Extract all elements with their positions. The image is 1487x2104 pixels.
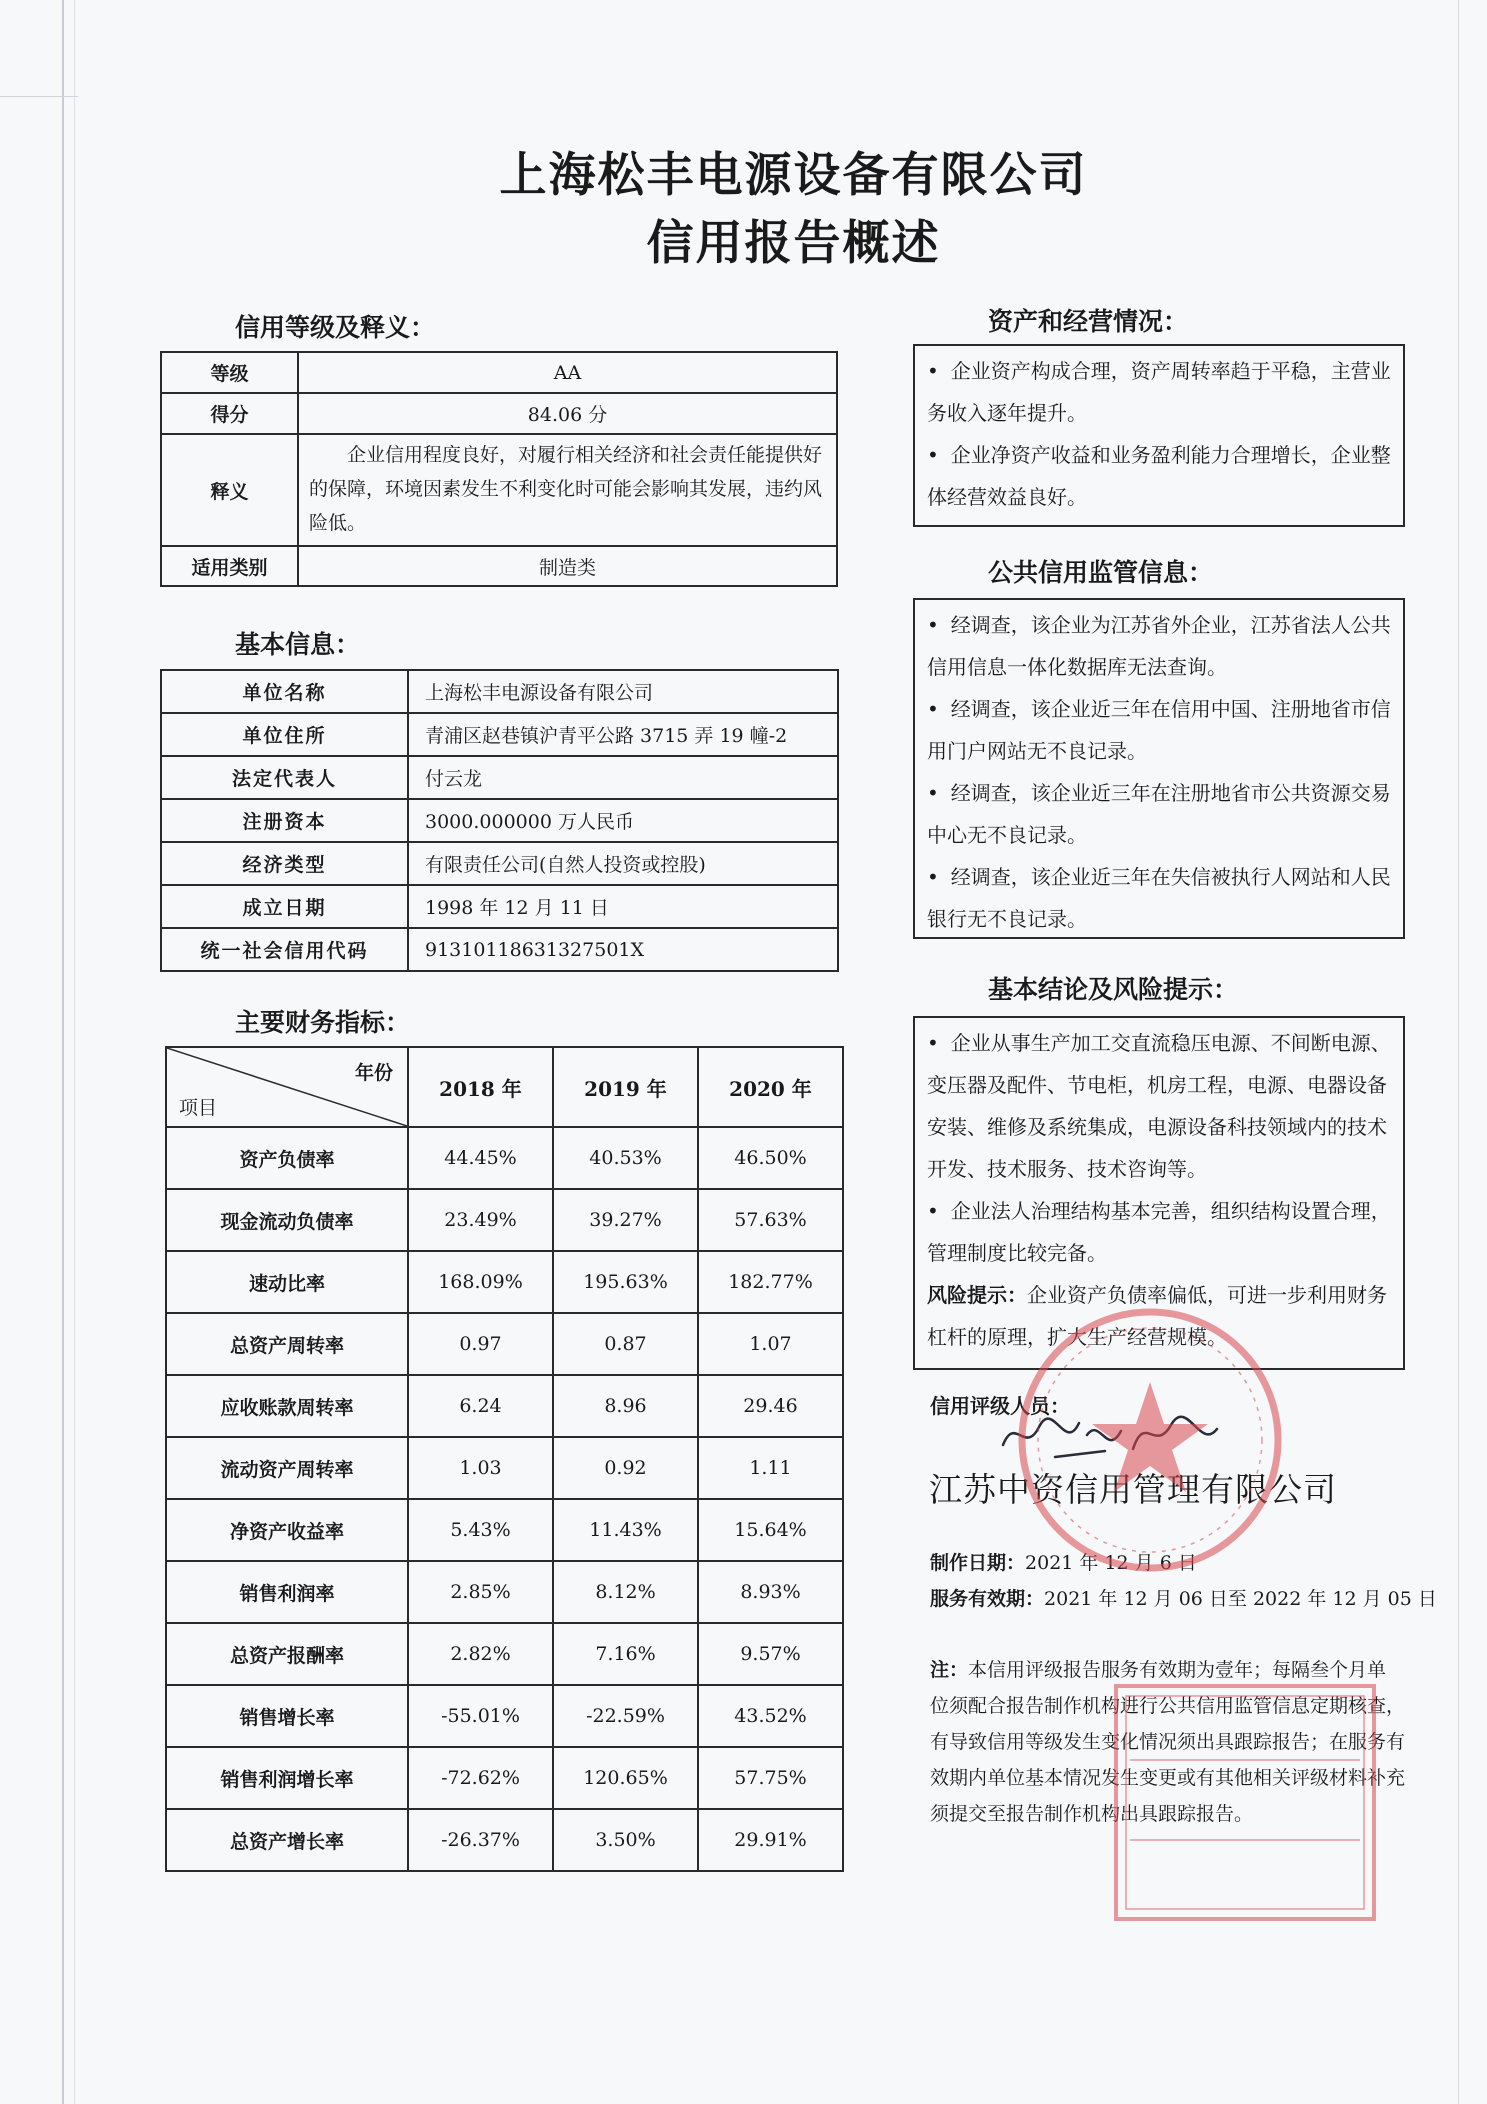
financial-value-2020: 15.64% bbox=[698, 1499, 843, 1561]
financial-value-2020: 8.93% bbox=[698, 1561, 843, 1623]
valid-period-label: 服务有效期： bbox=[930, 1588, 1045, 1610]
financial-value-2019: 7.16% bbox=[553, 1623, 698, 1685]
conclusion-bullet: • 企业法人治理结构基本完善，组织结构设置合理，管理制度比较完备。 bbox=[927, 1190, 1391, 1274]
financial-value-2019: 0.92 bbox=[553, 1437, 698, 1499]
risk-label: 风险提示： bbox=[927, 1283, 1027, 1307]
financial-value-2018: -26.37% bbox=[408, 1809, 553, 1871]
financial-value-2020: 43.52% bbox=[698, 1685, 843, 1747]
financial-value-2018: -72.62% bbox=[408, 1747, 553, 1809]
financial-row-label: 总资产报酬率 bbox=[166, 1623, 408, 1685]
financial-value-2020: 182.77% bbox=[698, 1251, 843, 1313]
financial-value-2018: 2.85% bbox=[408, 1561, 553, 1623]
public-credit-heading: 公共信用监管信息： bbox=[988, 558, 1214, 587]
rectangular-stamp bbox=[1110, 1680, 1380, 1925]
financial-value-2019: 11.43% bbox=[553, 1499, 698, 1561]
public-credit-bullet: • 经调查，该企业近三年在注册地省市公共资源交易中心无不良记录。 bbox=[927, 772, 1391, 856]
basic-value-address: 青浦区赵巷镇沪青平公路 3715 弄 19 幢-2 bbox=[408, 713, 838, 756]
financial-row bbox=[166, 1561, 843, 1623]
financial-row bbox=[166, 1623, 843, 1685]
basic-label-capital: 注册资本 bbox=[161, 799, 408, 842]
public-credit-bullet: • 经调查，该企业近三年在信用中国、注册地省市信用门户网站无不良记录。 bbox=[927, 688, 1391, 772]
financial-value-2019: 40.53% bbox=[553, 1127, 698, 1189]
financial-value-2020: 46.50% bbox=[698, 1127, 843, 1189]
corner-year-label: 年份 bbox=[354, 1062, 393, 1084]
valid-period-value: 2021 年 12 月 06 日至 2022 年 12 月 05 日 bbox=[1044, 1588, 1437, 1610]
public-credit-box bbox=[913, 598, 1405, 939]
financial-value-2019: 0.87 bbox=[553, 1313, 698, 1375]
financial-row-label: 销售增长率 bbox=[166, 1685, 408, 1747]
rating-label-category: 适用类别 bbox=[161, 546, 298, 586]
financial-value-2020: 29.46 bbox=[698, 1375, 843, 1437]
basic-label-founded: 成立日期 bbox=[161, 885, 408, 928]
financial-value-2019: 8.96 bbox=[553, 1375, 698, 1437]
financial-value-2020: 57.75% bbox=[698, 1747, 843, 1809]
financial-value-2018: 44.45% bbox=[408, 1127, 553, 1189]
note-label: 注： bbox=[930, 1659, 969, 1681]
rating-label-explanation: 释义 bbox=[161, 434, 298, 546]
assets-bullet: • 企业净资产收益和业务盈利能力合理增长，企业整体经营效益良好。 bbox=[927, 434, 1391, 518]
valid-period-line bbox=[930, 1584, 1437, 1611]
financial-row bbox=[166, 1127, 843, 1189]
corner-item-label: 项目 bbox=[179, 1097, 218, 1119]
basic-label-economic-type: 经济类型 bbox=[161, 842, 408, 885]
rating-explanation-text: 企业信用程度良好，对履行相关经济和社会责任能提供好的保障，环境因素发生不利变化时可能会影响其发展，违约风险低。 bbox=[298, 434, 837, 546]
note-text: 本信用评级报告服务有效期为壹年；每隔叁个月单位须配合报告制作机构进行公共信用监管信息定期核查，有导致信用等级发生变化情况须出具跟踪报告；在服务有效期内单位基本情况发生变更或有其他相关评级材料补充须提交至报告制作机构出具跟踪报告。 bbox=[930, 1659, 1406, 1825]
financial-row-label: 总资产周转率 bbox=[166, 1313, 408, 1375]
basic-value-economic-type: 有限责任公司(自然人投资或控股) bbox=[408, 842, 838, 885]
financial-row-label: 现金流动负债率 bbox=[166, 1189, 408, 1251]
financial-value-2019: -22.59% bbox=[553, 1685, 698, 1747]
year-header-2018: 2018 年 bbox=[408, 1047, 553, 1127]
financial-row bbox=[166, 1685, 843, 1747]
financial-corner-cell bbox=[166, 1047, 408, 1127]
financial-value-2019: 8.12% bbox=[553, 1561, 698, 1623]
financial-value-2018: 5.43% bbox=[408, 1499, 553, 1561]
basic-label-address: 单位住所 bbox=[161, 713, 408, 756]
assets-heading: 资产和经营情况： bbox=[988, 307, 1189, 336]
report-title-company: 上海松丰电源设备有限公司 bbox=[499, 148, 1088, 203]
financial-value-2018: 0.97 bbox=[408, 1313, 553, 1375]
financial-value-2019: 120.65% bbox=[553, 1747, 698, 1809]
rating-category-value: 制造类 bbox=[298, 546, 837, 586]
financial-row-label: 流动资产周转率 bbox=[166, 1437, 408, 1499]
financial-row-label: 资产负债率 bbox=[166, 1127, 408, 1189]
rating-label-score: 得分 bbox=[161, 393, 298, 434]
conclusion-heading: 基本结论及风险提示： bbox=[988, 975, 1239, 1004]
report-title: 信用报告概述 bbox=[646, 216, 941, 271]
financial-value-2020: 29.91% bbox=[698, 1809, 843, 1871]
rating-table bbox=[160, 351, 838, 587]
company-seal-stamp bbox=[1010, 1300, 1290, 1580]
financial-row bbox=[166, 1747, 843, 1809]
financial-value-2020: 1.11 bbox=[698, 1437, 843, 1499]
financial-value-2018: 2.82% bbox=[408, 1623, 553, 1685]
financial-value-2018: 6.24 bbox=[408, 1375, 553, 1437]
basic-label-credit-code: 统一社会信用代码 bbox=[161, 928, 408, 971]
page-binding-line bbox=[62, 0, 64, 2104]
page-edge-right bbox=[1458, 0, 1459, 2104]
year-header-2019: 2019 年 bbox=[553, 1047, 698, 1127]
risk-text: 企业资产负债率偏低，可进一步利用财务杠杆的原理，扩大生产经营规模。 bbox=[927, 1283, 1387, 1349]
financial-value-2019: 195.63% bbox=[553, 1251, 698, 1313]
financial-row-label: 应收账款周转率 bbox=[166, 1375, 408, 1437]
financial-table bbox=[165, 1046, 844, 1872]
financial-rows bbox=[166, 1127, 843, 1871]
financial-row bbox=[166, 1251, 843, 1313]
public-credit-bullet: • 经调查，该企业近三年在失信被执行人网站和人民银行无不良记录。 bbox=[927, 856, 1391, 940]
financial-row-label: 销售利润增长率 bbox=[166, 1747, 408, 1809]
financial-row bbox=[166, 1375, 843, 1437]
conclusion-bullet: • 企业从事生产加工交直流稳压电源、不间断电源、变压器及配件、节电柜，机房工程，电源、电器设备安装、维修及系统集成，电源设备科技领域内的技术开发、技术服务、技术咨询等。 bbox=[927, 1022, 1391, 1190]
basic-info-table bbox=[160, 669, 839, 972]
financial-row bbox=[166, 1499, 843, 1561]
basic-value-credit-code: 91310118631327501X bbox=[408, 928, 838, 971]
basic-label-name: 单位名称 bbox=[161, 670, 408, 713]
made-date-value: 2021 年 12 月 6 日 bbox=[1025, 1552, 1197, 1574]
page-binding-line-inner bbox=[74, 0, 75, 2104]
rating-grade-value: AA bbox=[298, 352, 837, 393]
financial-value-2018: 1.03 bbox=[408, 1437, 553, 1499]
financial-value-2020: 57.63% bbox=[698, 1189, 843, 1251]
assets-box bbox=[913, 344, 1405, 527]
financial-row bbox=[166, 1313, 843, 1375]
financial-value-2018: 23.49% bbox=[408, 1189, 553, 1251]
rating-agency-name: 江苏中资信用管理有限公司 bbox=[929, 1470, 1337, 1509]
basic-value-capital: 3000.000000 万人民币 bbox=[408, 799, 838, 842]
basic-info-heading: 基本信息： bbox=[235, 630, 361, 659]
page-fold-mark bbox=[0, 96, 78, 97]
year-header-2020: 2020 年 bbox=[698, 1047, 843, 1127]
financial-row bbox=[166, 1437, 843, 1499]
financial-row bbox=[166, 1189, 843, 1251]
made-date-label: 制作日期： bbox=[930, 1552, 1026, 1574]
financial-row-label: 总资产增长率 bbox=[166, 1809, 408, 1871]
financial-heading: 主要财务指标： bbox=[235, 1008, 411, 1037]
financial-value-2020: 9.57% bbox=[698, 1623, 843, 1685]
rater-label: 信用评级人员： bbox=[930, 1394, 1070, 1418]
financial-row-label: 速动比率 bbox=[166, 1251, 408, 1313]
financial-value-2018: 168.09% bbox=[408, 1251, 553, 1313]
financial-value-2020: 1.07 bbox=[698, 1313, 843, 1375]
financial-row bbox=[166, 1809, 843, 1871]
financial-row-label: 销售利润率 bbox=[166, 1561, 408, 1623]
public-credit-bullet: • 经调查，该企业为江苏省外企业，江苏省法人公共信用信息一体化数据库无法查询。 bbox=[927, 604, 1391, 688]
basic-label-legal-rep: 法定代表人 bbox=[161, 756, 408, 799]
rating-score-value: 84.06 分 bbox=[298, 393, 837, 434]
financial-value-2019: 39.27% bbox=[553, 1189, 698, 1251]
rating-heading: 信用等级及释义： bbox=[235, 313, 436, 342]
financial-value-2018: -55.01% bbox=[408, 1685, 553, 1747]
basic-value-name: 上海松丰电源设备有限公司 bbox=[408, 670, 838, 713]
basic-value-legal-rep: 付云龙 bbox=[408, 756, 838, 799]
financial-row-label: 净资产收益率 bbox=[166, 1499, 408, 1561]
rating-label-grade: 等级 bbox=[161, 352, 298, 393]
financial-value-2019: 3.50% bbox=[553, 1809, 698, 1871]
basic-value-founded: 1998 年 12 月 11 日 bbox=[408, 885, 838, 928]
assets-bullet: • 企业资产构成合理，资产周转率趋于平稳，主营业务收入逐年提升。 bbox=[927, 350, 1391, 434]
